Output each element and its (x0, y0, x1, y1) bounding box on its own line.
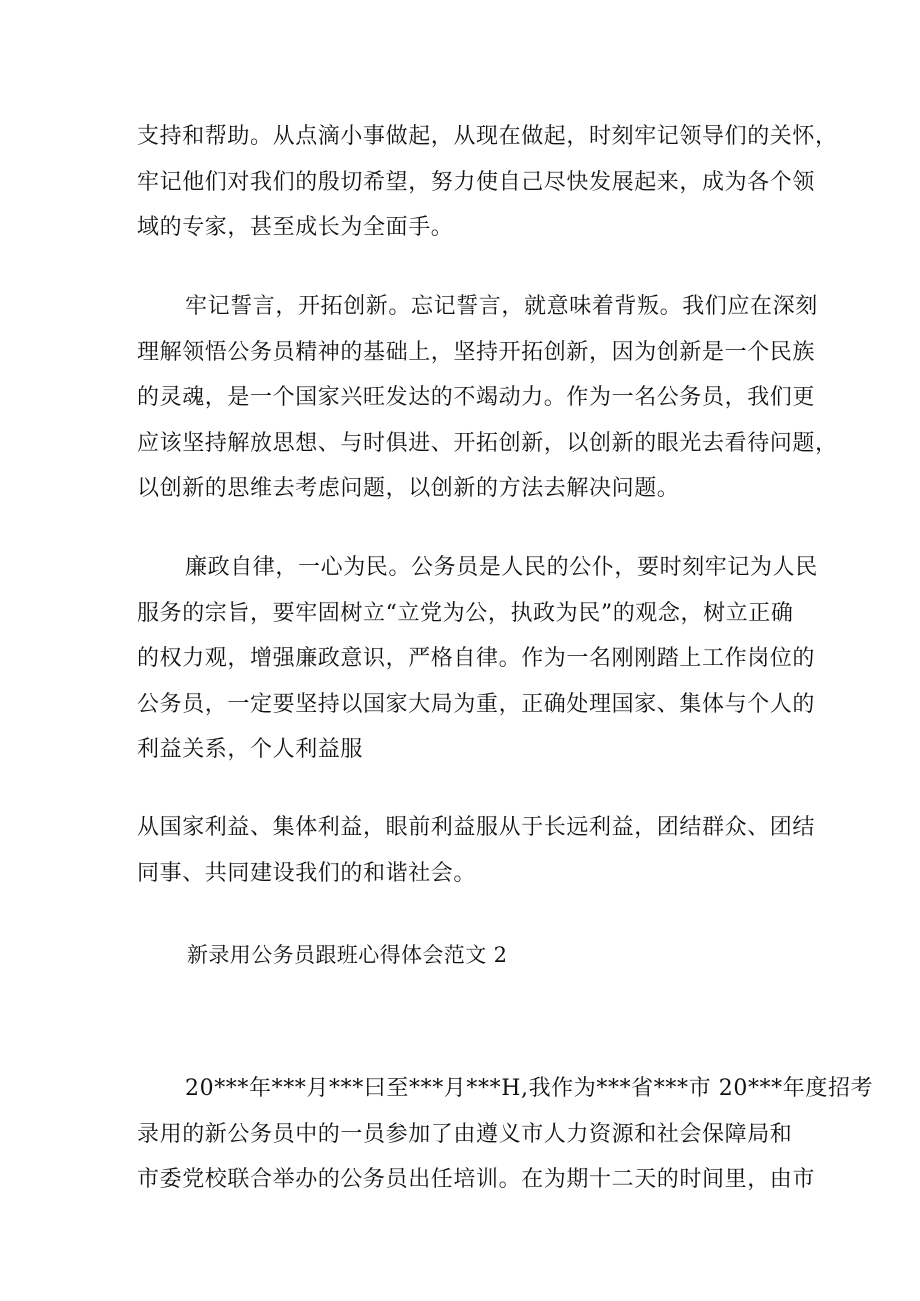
text-line: 域的专家，甚至成长为全面手。 (137, 215, 454, 240)
text-line: 服务的宗旨，要牢固树立“立党为公，执政为民”的观念，树立正确 (137, 600, 794, 626)
text-line: 廉政自律，一心为民。公务员是人民的公仆，要时刻牢记为人民 (185, 555, 818, 580)
text-line: 20***年***月***曰至***月***H,我作为***省***市 20***年度招考 (185, 1076, 874, 1101)
paragraph-continuation (137, 805, 817, 896)
section-heading: 新录用公务员跟班心得体会范文 2 (187, 943, 508, 967)
paragraph-training (137, 1066, 874, 1203)
text-line: 应该坚持解放思想、与时俱进、开拓创新，以创新的眼光去看待问题， (137, 430, 838, 456)
text-line: 的权力观，增强廉政意识，严格自律。作为一名刚刚踏上工作岗位的 (137, 646, 816, 671)
text-line: 支持和帮助。从点滴小事做起，从现在做起，时刻牢记领导们的关怀， (137, 124, 838, 149)
paragraph-oath-innovation (137, 284, 838, 512)
text-line: 牢记誓言，开拓创新。忘记誓言，就意味着背叛。我们应在深刻 (185, 294, 818, 319)
text-line: 公务员，一定要坚持以国家大局为重，正确处理国家、集体与个人的 (137, 691, 816, 717)
text-line: 从国家利益、集体利益，眼前利益服从于长远利益，团结群众、团结 (137, 815, 816, 840)
text-line: 牢记他们对我们的殷切希望，努力使自己尽快发展起来，成为各个领 (137, 169, 816, 195)
text-line: 以创新的思维去考虑问题，以创新的方法去解决问题。 (137, 476, 680, 501)
text-line: 同事、共同建设我们的和谐社会。 (137, 860, 477, 886)
text-line: 的灵魂，是一个国家兴旺发达的不竭动力。作为一名公务员，我们更 (137, 385, 816, 410)
text-line: 录用的新公务员中的一员参加了由遵义市人力资源和社会保障局和 (137, 1121, 793, 1147)
paragraph-support (137, 114, 838, 251)
text-line: 市委党校联合举办的公务员出任培训。在为期十二天的时间里，由市 (137, 1167, 816, 1192)
paragraph-integrity (137, 545, 817, 773)
text-line: 理解领悟公务员精神的基础上，坚持开拓创新，因为创新是一个民族 (137, 339, 816, 365)
text-line: 利益关系，个人利益服 (137, 737, 364, 762)
